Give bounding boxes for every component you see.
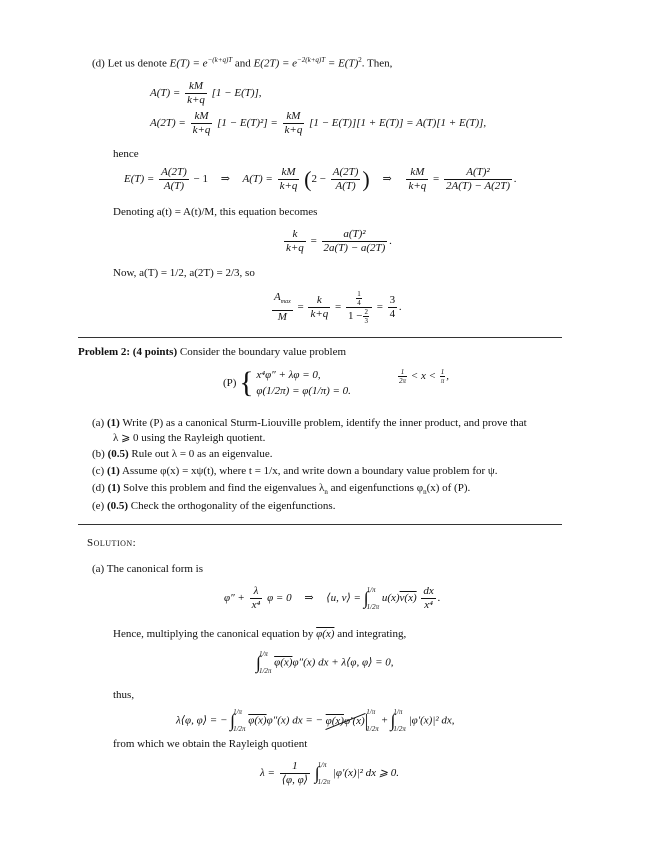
sub-n: n bbox=[324, 488, 328, 497]
hence-conj: φ(x) bbox=[316, 628, 335, 640]
cond-right bbox=[440, 368, 446, 385]
sfrac-num: 2 bbox=[364, 308, 368, 316]
eq-k-frac2 bbox=[322, 228, 388, 255]
lower-limit: 1/2π bbox=[366, 602, 380, 611]
implies-arrow: ⇒ bbox=[304, 592, 314, 605]
task-label: (d) bbox=[92, 482, 105, 494]
eq-amax-frac2 bbox=[308, 294, 330, 321]
eq-A2T bbox=[150, 110, 486, 137]
eq-ET-frac4 bbox=[406, 166, 428, 193]
bvp-system: (P) { x⁴φ″ + λφ = 0, φ(1/2π) = φ(1/π) = 0. bbox=[223, 366, 351, 399]
cond-left bbox=[398, 368, 407, 385]
limits bbox=[259, 650, 271, 676]
text-then: . Then, bbox=[361, 57, 393, 70]
task-points: (0.5) bbox=[107, 448, 129, 460]
problem2-points: (4 points) bbox=[132, 346, 178, 358]
frac-num: kM bbox=[283, 110, 305, 124]
equals-sign: = bbox=[297, 301, 304, 314]
frac-num: a(T)² bbox=[322, 228, 388, 242]
eq2-rest: φ″(x) dx + λ⟨φ, φ⟩ = 0, bbox=[292, 656, 394, 669]
eq4-t: |φ′(x)|² dx ⩾ 0. bbox=[332, 767, 399, 780]
def-ET: E(T) = e bbox=[169, 57, 208, 70]
frac-den: 2a(T) − a(2T) bbox=[323, 242, 386, 254]
frac-num: λ bbox=[250, 585, 263, 599]
frac-num: dx bbox=[423, 585, 434, 597]
frac-num: k bbox=[308, 294, 330, 308]
frac-num: k bbox=[284, 228, 306, 242]
lower-limit: 1/2π bbox=[393, 725, 406, 733]
frac-den: k+q bbox=[192, 124, 211, 136]
eq1-measure bbox=[421, 585, 435, 612]
task-c bbox=[92, 465, 498, 477]
quarter bbox=[356, 290, 362, 307]
integral-sign: ∫ bbox=[230, 710, 236, 731]
limits bbox=[318, 761, 330, 787]
frac-num: 1 bbox=[280, 760, 310, 774]
def-E2T-eq: = E(T) bbox=[327, 57, 359, 70]
upper-limit: 1/π bbox=[366, 585, 376, 594]
eq-ET: E(T) = $\frac{A(2T)}{A(T)}$ − 1 ⇒ A(T) = $\frac{kM}{k+q}$ (2 − $\frac{A(2T)}{A(T)}$ ) ⇒ $\frac{kM}{k+q}$ = $\frac{\text{A(T)²}}{2A(T) - A(2T)}$ . bbox=[124, 166, 517, 192]
text-denoting: Denoting a(t) = A(t)/M, this equation becomes bbox=[113, 206, 318, 218]
limits bbox=[233, 708, 245, 734]
problem2-heading bbox=[78, 346, 346, 358]
upper-limit: 1/π bbox=[233, 708, 243, 716]
sfrac-num: 1 bbox=[440, 368, 445, 376]
frac-num bbox=[272, 291, 293, 310]
frac-num: A(T)² bbox=[444, 166, 512, 180]
frac-num: kM bbox=[278, 166, 300, 180]
text-and: and bbox=[234, 57, 251, 70]
task-points: (1) bbox=[106, 465, 120, 477]
inner-product: ⟨u, v⟩ = bbox=[326, 592, 361, 605]
equals-sign: = bbox=[433, 173, 440, 186]
sfrac-num: 1 bbox=[398, 368, 407, 377]
upper-limit: 1/π bbox=[317, 760, 327, 769]
eq-AT bbox=[150, 80, 262, 107]
problem2-intro: Consider the boundary value problem bbox=[179, 346, 347, 358]
task-text-c: (x) of (P). bbox=[426, 482, 471, 494]
part-d-intro bbox=[92, 56, 392, 70]
eq-ET-t3: 2 − bbox=[311, 173, 326, 186]
eq-ET-lhs: E(T) = bbox=[124, 173, 155, 186]
task-a-cont: λ ⩾ 0 using the Rayleigh quotient. bbox=[113, 432, 266, 444]
solution-a-intro bbox=[92, 563, 203, 575]
task-label: (e) bbox=[92, 500, 105, 512]
eq-k-frac1 bbox=[284, 228, 306, 255]
eq-A2T-frac2 bbox=[283, 110, 305, 137]
frac-den: A(T) bbox=[163, 180, 185, 192]
eq-amax-frac1 bbox=[272, 291, 293, 323]
eq-ET-frac5 bbox=[444, 166, 512, 193]
eq-amax-frac3 bbox=[346, 290, 372, 325]
divider-bottom bbox=[78, 524, 562, 525]
text-thus: thus, bbox=[113, 689, 135, 701]
eq-AT-lhs: A(T) = bbox=[150, 87, 181, 100]
eq-multiplied bbox=[256, 650, 394, 676]
eq-A2T-lhs: A(2T) = bbox=[150, 117, 186, 130]
eq-parts: λ⟨φ, φ⟩ = − ∫ 1/π 1/2π φ(x)φ″(x) dx = − φ(x)φ′(x)| 1/π 1/2π + ∫ 1/π 1/2π |φ′(x)|² dx, bbox=[176, 708, 455, 733]
sub-n: n bbox=[423, 488, 427, 497]
eq3-t2: φ′(x) bbox=[343, 714, 365, 727]
frac-num: A(2T) bbox=[161, 166, 187, 178]
integral-sign: ∫ bbox=[256, 652, 261, 673]
task-e bbox=[92, 500, 335, 512]
limits bbox=[366, 708, 378, 734]
frac-den: A(T) bbox=[335, 180, 356, 192]
task-text: Check the orthogonality of the eigenfunctions. bbox=[130, 500, 336, 512]
task-text: Solve this problem and find the eigenvalues λ bbox=[123, 482, 325, 494]
hence-line bbox=[113, 628, 406, 640]
bvp-line2: φ(1/2π) = φ(1/π) = 0. bbox=[256, 385, 351, 397]
frac-den: 2A(T) − A(2T) bbox=[445, 180, 511, 192]
part-d-label: (d) bbox=[92, 57, 105, 70]
equals-sign: = bbox=[376, 301, 383, 314]
eq-ET-frac2 bbox=[278, 166, 300, 193]
text-hence: hence bbox=[113, 148, 139, 160]
eq4-lhs: λ = bbox=[260, 767, 275, 780]
eq-AT-frac bbox=[185, 80, 207, 107]
equals-sign: = bbox=[335, 301, 342, 314]
eq3-conj1: φ(x) bbox=[248, 714, 267, 727]
cond-mid: < x < bbox=[410, 370, 436, 383]
def-E2T-exp: −2(k+q)T bbox=[297, 56, 326, 64]
sfrac-den: π bbox=[440, 377, 445, 385]
divider-top bbox=[78, 337, 562, 338]
task-text: Rule out λ = 0 as an eigenvalue. bbox=[131, 448, 273, 460]
frac-den: x⁴ bbox=[251, 599, 261, 611]
task-text: Assume φ(x) = xψ(t), where t = 1/x, and write down a boundary value problem for ψ. bbox=[121, 465, 498, 477]
frac-den: M bbox=[277, 310, 287, 323]
upper-limit: 1/π bbox=[366, 708, 376, 716]
limits bbox=[393, 708, 405, 734]
integral-sign: ∫ bbox=[390, 710, 396, 731]
implies-arrow: ⇒ bbox=[382, 173, 392, 186]
boundary-term-struck bbox=[326, 715, 365, 727]
lower-limit: 1/2π bbox=[233, 725, 246, 733]
period: . bbox=[389, 235, 393, 248]
sfrac-num: 1 bbox=[357, 290, 361, 298]
solution-a-label: (a) bbox=[92, 563, 105, 575]
plus-sign: + bbox=[381, 714, 388, 727]
eq1-integrand: u(x) bbox=[381, 592, 400, 605]
bvp-line1: x⁴φ″ + λφ = 0, bbox=[256, 369, 321, 381]
bvp-condition bbox=[397, 368, 449, 385]
frac-num bbox=[346, 290, 372, 308]
eq4-frac bbox=[280, 760, 310, 787]
limits bbox=[367, 586, 379, 612]
eq1-frac bbox=[250, 585, 263, 612]
hence-text-2: and integrating, bbox=[337, 628, 407, 640]
problem2-title: Problem 2: bbox=[78, 346, 131, 358]
frac-den: k+q bbox=[284, 124, 303, 136]
eq-amax bbox=[270, 290, 402, 325]
frac-den: k+q bbox=[279, 180, 298, 192]
equals-sign: = bbox=[310, 235, 317, 248]
period: . bbox=[514, 173, 517, 186]
period: . bbox=[399, 301, 402, 314]
def-E2T-sq: 2 bbox=[358, 56, 362, 64]
period: . bbox=[437, 592, 441, 605]
comma: , bbox=[446, 370, 450, 383]
integral-sign: ∫ bbox=[363, 588, 369, 608]
frac-num: kM bbox=[406, 166, 428, 180]
task-label: (c) bbox=[92, 465, 105, 477]
lower-limit: 1/2π bbox=[317, 777, 331, 786]
max-sub: max bbox=[280, 299, 291, 306]
eq-rayleigh bbox=[260, 760, 399, 787]
eq-amax-frac4 bbox=[388, 294, 398, 321]
eq-ET-frac3 bbox=[331, 166, 361, 193]
eq-canonical bbox=[224, 585, 441, 612]
eq-A2T-mid: [1 − E(T)²] = bbox=[217, 117, 278, 130]
task-a bbox=[92, 417, 527, 429]
task-label: (a) bbox=[92, 417, 105, 429]
eq2-conj: φ(x) bbox=[274, 656, 293, 669]
eq-AT-rhs: [1 − E(T)], bbox=[211, 87, 262, 100]
frac-den: k+q bbox=[286, 242, 304, 254]
solution-a-text: The canonical form is bbox=[106, 563, 203, 575]
eq-ET-frac1 bbox=[159, 166, 189, 193]
task-points: (1) bbox=[107, 482, 121, 494]
sfrac-den: 4 bbox=[357, 299, 361, 307]
one-minus: 1 − bbox=[347, 310, 363, 323]
eq1-rest: φ = 0 bbox=[267, 592, 292, 605]
frac-den: 4 bbox=[389, 308, 396, 320]
task-text-b: and eigenfunctions φ bbox=[330, 482, 424, 494]
frac-num: kM bbox=[191, 110, 213, 124]
eq3-conj2: φ(x) bbox=[325, 714, 344, 727]
frac-num: A(2T) bbox=[332, 166, 359, 178]
frac-den: x⁴ bbox=[424, 599, 433, 611]
task-label: (b) bbox=[92, 448, 105, 460]
frac-den: ⟨φ, φ⟩ bbox=[281, 774, 308, 786]
upper-limit: 1/π bbox=[393, 708, 403, 716]
task-points: (1) bbox=[106, 417, 120, 429]
text-rayleigh-intro: from which we obtain the Rayleigh quotient bbox=[113, 738, 308, 750]
eq1-conj: v(x) bbox=[399, 592, 417, 605]
task-b bbox=[92, 448, 272, 460]
frac-den: k+q bbox=[310, 308, 329, 320]
frac-num: kM bbox=[185, 80, 207, 94]
eq3-t1: φ″(x) dx = − bbox=[266, 714, 323, 727]
frac-den: k+q bbox=[408, 180, 427, 192]
eq3-t3: |φ′(x)|² dx, bbox=[408, 714, 455, 727]
eq3-lhs: λ⟨φ, φ⟩ = − bbox=[176, 714, 228, 727]
bvp-lines bbox=[256, 367, 351, 399]
integral-sign: ∫ bbox=[314, 763, 320, 783]
def-ET-exp: −(k+q)T bbox=[207, 56, 233, 64]
frac-den bbox=[346, 308, 372, 325]
sfrac-den: 2π bbox=[399, 377, 407, 385]
implies-arrow: ⇒ bbox=[220, 173, 230, 186]
lower-limit: 1/2π bbox=[258, 667, 272, 675]
text-now: Now, a(T) = 1/2, a(2T) = 2/3, so bbox=[113, 267, 255, 279]
A-symbol: A bbox=[274, 291, 281, 304]
eq-ET-t2: A(T) = bbox=[242, 173, 273, 186]
eq-A2T-rhs: [1 − E(T)][1 + E(T)] = A(T)[1 + E(T)], bbox=[309, 117, 487, 130]
part-d-text: Let us denote bbox=[107, 57, 167, 70]
eq1-phi: φ″ + bbox=[224, 592, 245, 605]
def-E2T: E(2T) = e bbox=[253, 57, 298, 70]
frac-den: k+q bbox=[187, 94, 205, 106]
sfrac-den: 3 bbox=[364, 317, 368, 325]
task-d bbox=[92, 482, 470, 496]
frac-num: 3 bbox=[389, 294, 396, 306]
eq-ET-t1: − 1 bbox=[193, 173, 208, 186]
task-points: (0.5) bbox=[106, 500, 129, 512]
lower-limit: 1/2π bbox=[366, 725, 379, 733]
task-text: Write (P) as a canonical Sturm-Liouville problem, identify the inner product, and prove that bbox=[122, 417, 527, 429]
hence-text-1: Hence, multiplying the canonical equation by bbox=[113, 628, 314, 640]
upper-limit: 1/π bbox=[258, 650, 268, 658]
eq-A2T-frac bbox=[191, 110, 213, 137]
solution-heading: Solution: bbox=[87, 537, 137, 549]
eq-k bbox=[282, 228, 392, 255]
two-thirds bbox=[363, 308, 369, 325]
label-P: (P) bbox=[223, 377, 237, 389]
